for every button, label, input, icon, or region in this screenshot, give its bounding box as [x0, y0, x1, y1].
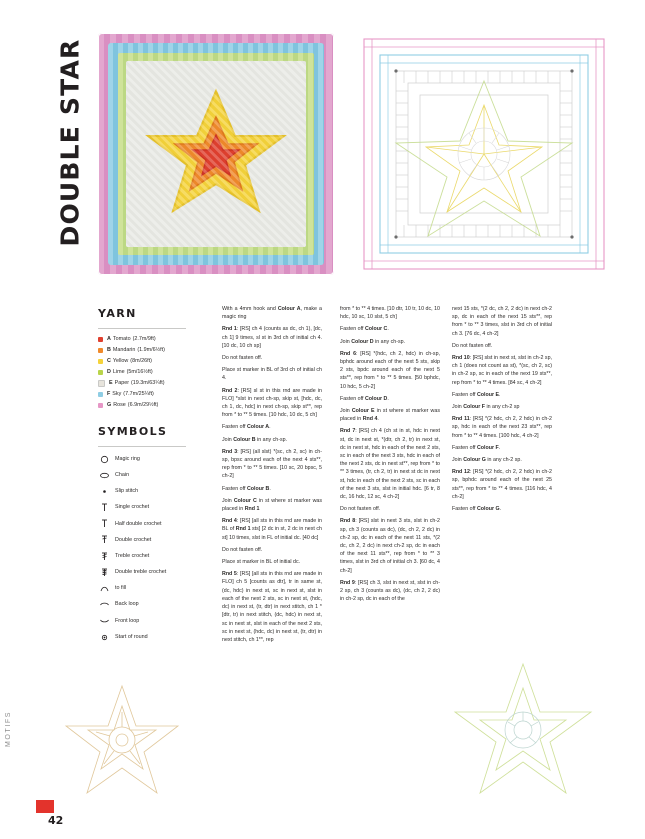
instruction-paragraph: Join Colour D in any ch-sp. [340, 338, 406, 345]
yarn-name: Tomato [112, 336, 131, 343]
instruction-paragraph: Rnd 8: [RS] slst in next 3 sts, slst in ch-2 sp, ch 3 (counts as dc), (dc, ch 2, 2 dc) in ch-2 sp, dc in each of the next 11 sts, *(2 dc, ch 2, 2 dc) in next ch-2 sp, dc in each of the next 11 sts**, rep from * to ** 3 times, slst in 3rd ch of initial ch 3. [60 dc, 4 ch-2] [340, 518, 441, 574]
yarn-letter: F [107, 391, 111, 398]
yarn-swatch [98, 370, 103, 375]
yarn-letter: E [109, 380, 113, 387]
instruction-paragraph: Rnd 5: [RS] [all sts in this rnd are made in FLO] ch 5 [counts as dtr], tr in same st, (dc, hdc) in next st, sc in next st, slst in each of the next 2 sts, sc in next st, (hdc, dc) in next st, (tr, dtr) in next stitch, ch 1 *[dtr, tr) in next stitch, (dc, hdc) in next st, sc in next st, slst in each of the next 2 sts, sc in next st, (hdc, dc) in next st, (tr, dtr) in next stitch, ch 1**, rep [222, 571, 323, 643]
motif-chart-small-right [448, 660, 598, 800]
list-item [98, 535, 202, 545]
instruction-paragraph: from * to ** 4 times. [10 dtr, 10 tr, 10 dc, 10 hdc, 10 sc, 10 slst, 5 ch] [340, 306, 440, 321]
symbol-label: Double treble crochet [115, 569, 167, 576]
yarn-name: Sky [112, 391, 122, 398]
instructions-column-2 [340, 305, 440, 608]
instructions-column-1 [222, 305, 322, 648]
list-item [98, 470, 202, 480]
yarn-letter: A [107, 336, 111, 343]
photo-background-paper [126, 61, 306, 247]
symbols-section [98, 423, 202, 642]
instruction-paragraph: Place st marker in BL of initial dc. [222, 559, 301, 566]
symbol-label: Start of round [115, 633, 148, 640]
yarn-amount: (1.9m/6½ft) [137, 347, 165, 354]
motif-photo [98, 33, 334, 275]
instruction-paragraph: Join Colour C in st where st marker was placed in Rnd 1 [222, 497, 322, 513]
instruction-paragraph: Rnd 3: [RS] (all slst) *(sc, ch 2, sc) in ch-sp, bpsc around each of the next 4 sts**, rep from * to ** 5 times. [10 sc, 20 bpsc, 5 ch-2] [222, 448, 322, 480]
treble-crochet-icon [98, 551, 110, 561]
list-item [98, 551, 202, 561]
yarn-name: Rose [113, 402, 126, 409]
left-column [98, 305, 202, 648]
yarn-name: Yellow [112, 358, 129, 365]
list-item [98, 584, 202, 594]
instruction-paragraph: Fasten off Colour B. [222, 485, 271, 492]
instruction-paragraph: With a 4mm hook and Colour A, make a magic ring [222, 306, 322, 321]
half-double-crochet-icon [98, 519, 110, 529]
instruction-paragraph: Rnd 12: [RS] *(2 hdc, ch 2, 2 hdc) in ch-2 sp, bphdc around each of the next 25 sts**, rep from * to ** 4 times. [116 hdc, 4 ch-2] [452, 469, 552, 500]
yarn-name: Lime [112, 369, 125, 375]
symbols-heading: SYMBOLS [98, 424, 168, 438]
instruction-paragraph: Join Colour F in any ch-2 sp [452, 404, 520, 411]
yarn-heading: YARN [98, 307, 137, 320]
start-of-round-icon [98, 632, 110, 642]
instruction-paragraph: Join Colour B in any ch-sp. [222, 436, 288, 443]
instruction-paragraph: Fasten off Colour E. [452, 391, 501, 398]
instruction-paragraph: Rnd 1: [RS] ch 4 (counts as dc, ch 1), [dc, ch 1] 9 times, sl st in 3rd ch of initial ch 4. [10 dc, 10 ch sp] [222, 326, 322, 349]
list-item [98, 600, 202, 610]
instruction-paragraph: Fasten off Colour C. [340, 326, 389, 333]
instruction-paragraph: Rnd 11: [RS] *(2 hdc, ch 2, 2 hdc) in ch-2 sp, hdc in each of the next 23 sts**, rep from * to ** 4 times. [100 hdc, 4 ch-2] [452, 416, 552, 439]
section-label: MOTIFS [5, 710, 12, 747]
instruction-paragraph: Join Colour G in any ch-2 sp. [452, 457, 522, 464]
symbol-label: Treble crochet [115, 552, 150, 559]
list-item [98, 567, 202, 577]
symbol-label: to fill [115, 585, 127, 592]
yarn-swatch [98, 348, 103, 353]
list-item [98, 402, 202, 408]
instruction-paragraph: Do not fasten off. [452, 342, 493, 349]
list-item [98, 347, 202, 353]
instruction-paragraph: Fasten off Colour G. [452, 506, 502, 513]
yarn-list [98, 336, 202, 409]
instruction-paragraph: Place st marker in BL of 3rd ch of initial ch 4. [222, 367, 322, 382]
instruction-paragraph: Fasten off Colour D. [340, 395, 389, 402]
yarn-name: Paper [114, 380, 129, 387]
list-item [98, 369, 202, 375]
list-item [98, 358, 202, 364]
slip-stitch-icon [98, 486, 110, 496]
instruction-paragraph: Rnd 4: [RS] [all sts in this rnd are made in BL of Rnd 1 sts] [2 dc in st, 2 dc in next ch st] 10 times, slst in FL of initial dc. [40 dc] [222, 518, 323, 541]
yarn-amount: (7.7m/25¼ft) [123, 391, 154, 398]
instruction-paragraph: Rnd 2: [RS] sl st in this rnd are made in FLO] *slst in next ch-sp, skip st, [hdc, dc, ch 1, dc, hdc] in next ch-sp, skip st**, rep from * to ** 5 times. [10 hdc, 10 dc, 5 ch] [222, 387, 323, 419]
instruction-paragraph: Do not fasten off. [222, 355, 263, 362]
symbol-label: Magic ring [115, 455, 140, 462]
instruction-paragraph: Do not fasten off. [222, 546, 263, 553]
instruction-paragraph: Fasten off Colour A. [222, 424, 271, 431]
yarn-amount: (2.7m/9ft) [132, 336, 156, 343]
to-fill-icon [98, 584, 110, 594]
symbol-label: Half double crochet [115, 520, 162, 527]
symbol-label: Slip stitch [115, 488, 139, 495]
instructions-column-3 [452, 305, 552, 517]
list-item [98, 380, 202, 387]
footer-color-tab [36, 800, 54, 813]
yarn-section [98, 305, 202, 409]
symbol-label: Back loop [115, 601, 139, 608]
list-item [98, 632, 202, 642]
instruction-paragraph: Rnd 7: [RS] ch 4 (ch st in st, hdc in next st, dc in next st, *(dtr, ch 2, tr) in next st, dc in next st, hdc in each of the next 2 sts, sc in each of the next 3 sts, hdc in each of the next 2 sts, dc in next st**, rep from * to ** 3 times, (tr, ch 2, tr) in next st dc in next st, hdc in each of the next 2 sts, sc in each of the next 3 sts, slst in initial hdc. [6 tr, 8 dc, 16 hdc, 12 sc, 4 ch-2] [340, 428, 440, 501]
stitch-chart-diagram [358, 33, 610, 275]
instruction-paragraph: next 15 sts, *(2 dc, ch 2, 2 dc) in next ch-2 sp, dc in each of the next 15 sts**, rep from * to ** 3 times, slst in 3rd ch of initial ch 3. [76 dc, 4 ch-2] [452, 306, 552, 337]
page-title: DOUBLE STAR [55, 38, 85, 247]
double-treble-crochet-icon [98, 567, 110, 577]
yarn-letter: C [107, 358, 111, 365]
symbol-label: Front loop [115, 617, 140, 624]
front-loop-icon [98, 616, 110, 626]
list-item [98, 336, 202, 342]
motif-chart-small-left [62, 680, 182, 800]
instruction-paragraph: Rnd 9: [RS] ch 3, slst in next st, slst in ch-2 sp, ch 3 (counts as dc), (dc, ch 2, 2 dc) in ch-2 sp, dc in each of the [340, 579, 440, 603]
list-item [98, 486, 202, 496]
instruction-paragraph: Join Colour E in st where st marker was placed in Rnd 4. [340, 408, 440, 423]
single-crochet-icon [98, 503, 110, 513]
list-item [98, 503, 202, 513]
yarn-letter: D [107, 369, 111, 375]
yarn-letter: G [107, 402, 112, 409]
double-crochet-icon [98, 535, 110, 545]
star-motif-illustration [141, 79, 291, 229]
yarn-amount: (6.9m/29½ft) [127, 402, 159, 409]
magic-ring-icon [98, 454, 110, 464]
yarn-swatch [98, 337, 103, 342]
instruction-paragraph: Rnd 6: [RS] *(hdc, ch 2, hdc) in ch-sp, bphdc around each of the next 5 sts, skip 2 sts, bpdc around each of the next 5 sts**, rep from * to ** 5 times. [50 bphdc, 10 hdc, 5 ch-2] [340, 350, 440, 390]
yarn-swatch [98, 403, 103, 408]
instruction-paragraph: Fasten off Colour F. [452, 444, 501, 451]
chain-icon [98, 470, 110, 480]
divider [98, 328, 186, 329]
symbol-label: Single crochet [115, 504, 150, 511]
symbols-list [98, 454, 202, 642]
yarn-amount: (8m/26ft) [130, 358, 152, 365]
back-loop-icon [98, 600, 110, 610]
yarn-letter: B [107, 347, 111, 354]
list-item [98, 519, 202, 529]
symbol-label: Double crochet [115, 536, 152, 543]
list-item [98, 616, 202, 626]
yarn-swatch [98, 392, 103, 397]
yarn-amount: (19.3m/63¼ft) [131, 380, 165, 387]
instruction-paragraph: Rnd 10: [RS] slst in next st, slst in ch-2 sp, ch 1 (does not count as st), *(sc, ch 2, sc) in ch-2 sp, sc in each of the next 19 sts**, rep from * to ** 4 times. [84 sc, 4 ch-2] [452, 355, 552, 386]
page-number: 42 [48, 814, 64, 827]
list-item [98, 454, 202, 464]
yarn-amount: (5m/16½ft) [126, 369, 153, 375]
list-item [98, 391, 202, 397]
instruction-paragraph: Do not fasten off. [340, 506, 381, 513]
yarn-swatch [98, 380, 105, 387]
yarn-swatch [98, 359, 103, 364]
yarn-name: Mandarin [112, 347, 136, 354]
symbol-label: Chain [115, 471, 130, 478]
divider [98, 446, 186, 447]
